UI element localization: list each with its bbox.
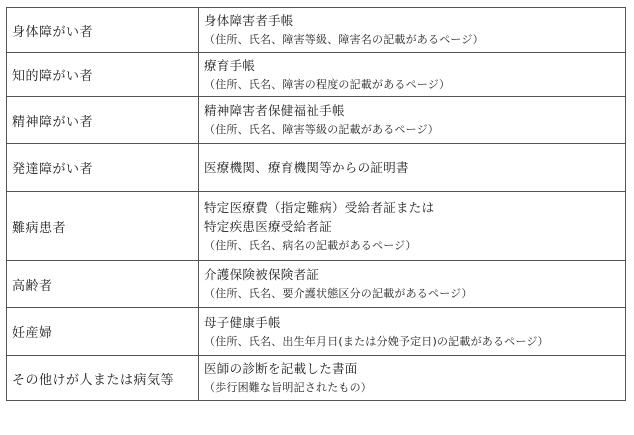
document-cell — [199, 308, 626, 356]
table-row — [7, 192, 626, 261]
document-cell — [199, 192, 626, 261]
document-name: 特定疾患医療受給者証 — [204, 218, 333, 234]
category-cell: 妊産婦 — [7, 308, 199, 356]
table-row — [7, 261, 626, 308]
table-row — [7, 97, 626, 144]
category-cell: 難病患者 — [7, 192, 199, 261]
document-name: 精神障害者保健福祉手帳 — [204, 103, 345, 118]
document-cell — [199, 144, 626, 192]
category-cell: 精神障がい者 — [7, 97, 199, 144]
category-cell: 知的障がい者 — [7, 53, 199, 97]
document-cell — [199, 53, 626, 97]
document-cell — [199, 97, 626, 144]
document-name: 医療機関、療育機関等からの証明書 — [204, 160, 409, 175]
document-note: （住所、氏名、病名の記載があるページ） — [204, 238, 417, 252]
document-note: （住所、氏名、出生年月日(または分娩予定日)の記載があるページ） — [204, 334, 549, 348]
document-cell — [199, 261, 626, 308]
table-row — [7, 144, 626, 192]
table-row — [7, 53, 626, 97]
table-row — [7, 8, 626, 53]
category-cell: 高齢者 — [7, 261, 199, 308]
document-name: 療育手帳 — [204, 57, 256, 73]
document-note: （住所、氏名、障害等級の記載があるページ） — [204, 123, 439, 136]
category-cell: 発達障がい者 — [7, 144, 199, 192]
document-cell — [199, 356, 626, 401]
category-cell: その他けが人または病気等 — [7, 356, 199, 401]
document-name: 介護保険被保険者証 — [204, 267, 320, 282]
document-note: （住所、氏名、障害等級、障害名の記載があるページ） — [204, 33, 484, 46]
eligibility-documents-table — [6, 7, 626, 401]
document-note: （住所、氏名、障害の程度の記載があるページ） — [204, 77, 451, 91]
table-row — [7, 356, 626, 401]
document-name: 身体障害者手帳 — [204, 13, 294, 28]
document-name: 医師の診断を記載した書面 — [204, 361, 358, 376]
document-note: （住所、氏名、要介護状態区分の記載があるページ） — [204, 287, 473, 300]
document-note: （歩行困難な旨明記されたもの） — [204, 381, 372, 394]
document-cell — [199, 8, 626, 53]
category-cell: 身体障がい者 — [7, 8, 199, 53]
document-name: 特定医療費（指定難病）受給者証または — [204, 199, 435, 215]
table-row — [7, 308, 626, 356]
document-name: 母子健康手帳 — [204, 314, 281, 330]
